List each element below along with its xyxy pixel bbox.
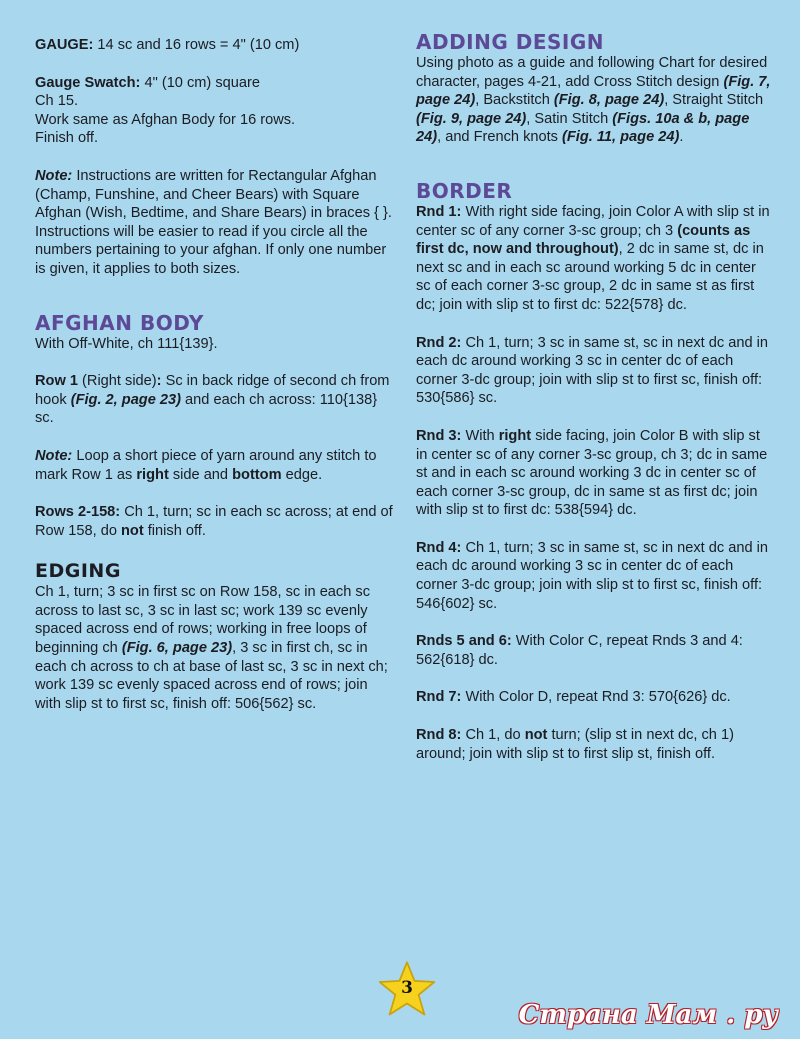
- rnd2-paragraph: Rnd 2: Ch 1, turn; 3 sc in same st, sc in next dc and in each dc around working 3 sc in center dc of each corner 3-dc group; join with slip st to first sc, finish off: 530{586} sc.: [416, 334, 769, 407]
- afghan-body-heading: AFGHAN BODY: [35, 310, 204, 335]
- rnd1-paragraph: Rnd 1: With right side facing, join Color A with slip st in center sc of any corner 3-sc group; ch 3 (counts as first dc, now and throughout), 2 dc in same st, dc in next sc and in each sc around working 5 dc in center sc of each corner 3-sc group, 2 dc in same st as first dc; join with slip st to first dc: 522{578} dc.: [416, 203, 770, 313]
- rnd7-paragraph: Rnd 7: With Color D, repeat Rnd 3: 570{626} dc.: [416, 689, 731, 706]
- row1-paragraph: Row 1 (Right side): Sc in back ridge of second ch from hook (Fig. 2, page 23) and each ch across: 110{138} sc.: [35, 373, 390, 427]
- swatch-ch: Ch 15.: [35, 93, 78, 110]
- gauge-label: GAUGE:: [35, 37, 94, 53]
- left-column: [35, 36, 397, 713]
- edging-heading: EDGING: [35, 560, 121, 583]
- note-sizes: Note: Instructions are written for Rectangular Afghan (Champ, Funshine, and Cheer Bears) with Square Afghan (Wish, Bedtime, and Share Bears) in braces { }. Instructions will be easier to read if you circle all the numbers pertaining to your afghan. If only one number is given, it applies to both sizes.: [35, 167, 392, 277]
- gauge-paragraph: GAUGE: 14 sc and 16 rows = 4" (10 cm): [35, 37, 300, 53]
- rows-paragraph: Rows 2-158: Ch 1, turn; sc in each sc across; at end of Row 158, do not finish off.: [35, 504, 393, 539]
- adding-design-heading: ADDING DESIGN: [416, 30, 605, 54]
- design-paragraph: Using photo as a guide and following Chart for desired character, pages 4-21, add Cross Stitch design (Fig. 7, page 24), Backstitch (Fig. 8, page 24), Straight Stitch (Fig. 9, page 24), Satin Stitch (Figs. 10a & b, page 24), and French knots (Fig. 11, page 24).: [416, 55, 771, 146]
- rnd56-paragraph: Rnds 5 and 6: With Color C, repeat Rnds 3 and 4: 562{618} dc.: [416, 633, 743, 668]
- rnd3-paragraph: Rnd 3: With right side facing, join Color B with slip st in center sc of any corner 3-sc group, ch 3; dc in same st and in each sc around working 3 dc in center sc of each corner 3-sc group, dc in same st as first dc; join with slip st to first dc: 538{594} dc.: [416, 427, 768, 519]
- page-number: 3: [401, 978, 413, 998]
- afghan-start: With Off-White, ch 111{139}.: [35, 335, 218, 352]
- swatch-paragraph: Gauge Swatch: 4" (10 cm) square: [35, 74, 260, 91]
- edging-paragraph: Ch 1, turn; 3 sc in first sc on Row 158, sc in each sc across to last sc, 3 sc in last sc; work 139 sc evenly spaced across end of rows; working in free loops of beginning ch (Fig. 6, page 23), 3 sc in first ch, sc in each ch across to ch at base of last sc, 3 sc in next ch; work 139 sc evenly spaced across end of rows; join with slip st to first sc, finish off: 506{562} sc.: [35, 584, 388, 712]
- swatch-finish: Finish off.: [35, 130, 98, 147]
- rnd4-paragraph: Rnd 4: Ch 1, turn; 3 sc in same st, sc in next dc and in each dc around working 3 sc in center dc of each corner 3-dc group; join with slip st to first sc, finish off: 546{602} sc.: [416, 539, 769, 612]
- border-heading: BORDER: [416, 178, 513, 203]
- swatch-work: Work same as Afghan Body for 16 rows.: [35, 111, 296, 128]
- right-column: [416, 30, 772, 763]
- note-marker: Note: Loop a short piece of yarn around any stitch to mark Row 1 as right side and bottom edge.: [35, 447, 377, 483]
- watermark: Страна Мам . ру: [518, 1000, 778, 1030]
- rnd8-paragraph: Rnd 8: Ch 1, do not turn; (slip st in next dc, ch 1) around; join with slip st to first slip st, finish off.: [416, 727, 734, 762]
